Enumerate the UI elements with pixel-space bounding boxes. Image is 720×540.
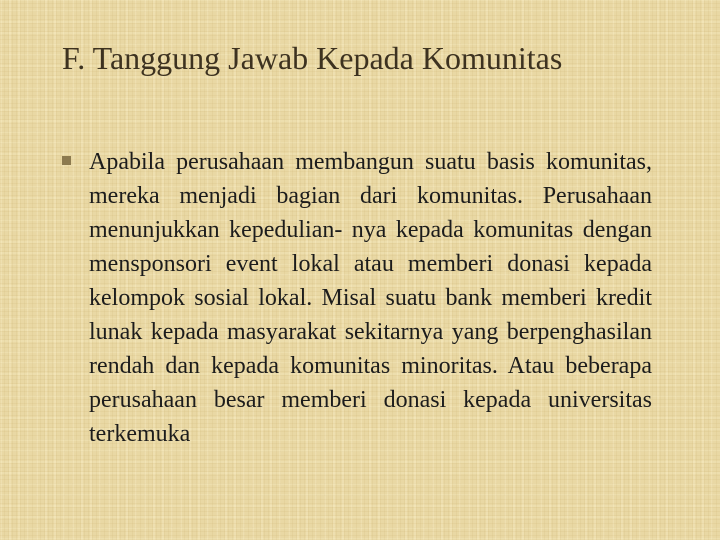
square-bullet-icon [62,156,71,165]
slide-body [62,145,652,451]
bullet-item [62,145,652,451]
bullet-text: Apabila perusahaan membangun suatu basis komunitas, mereka menjadi bagian dari komunitas. Perusahaan menunjukkan kepedulian- nya kepada komunitas dengan mensponsori event lokal atau memberi donasi kepada kelompok sosial lokal. Misal suatu bank memberi kredit lunak kepada masyarakat sekitarnya yang berpenghasilan rendah dan kepada komunitas minoritas. Atau beberapa perusahaan besar memberi donasi kepada universitas terkemuka [89,149,652,447]
slide-title: F. Tanggung Jawab Kepada Komunitas [62,40,563,76]
